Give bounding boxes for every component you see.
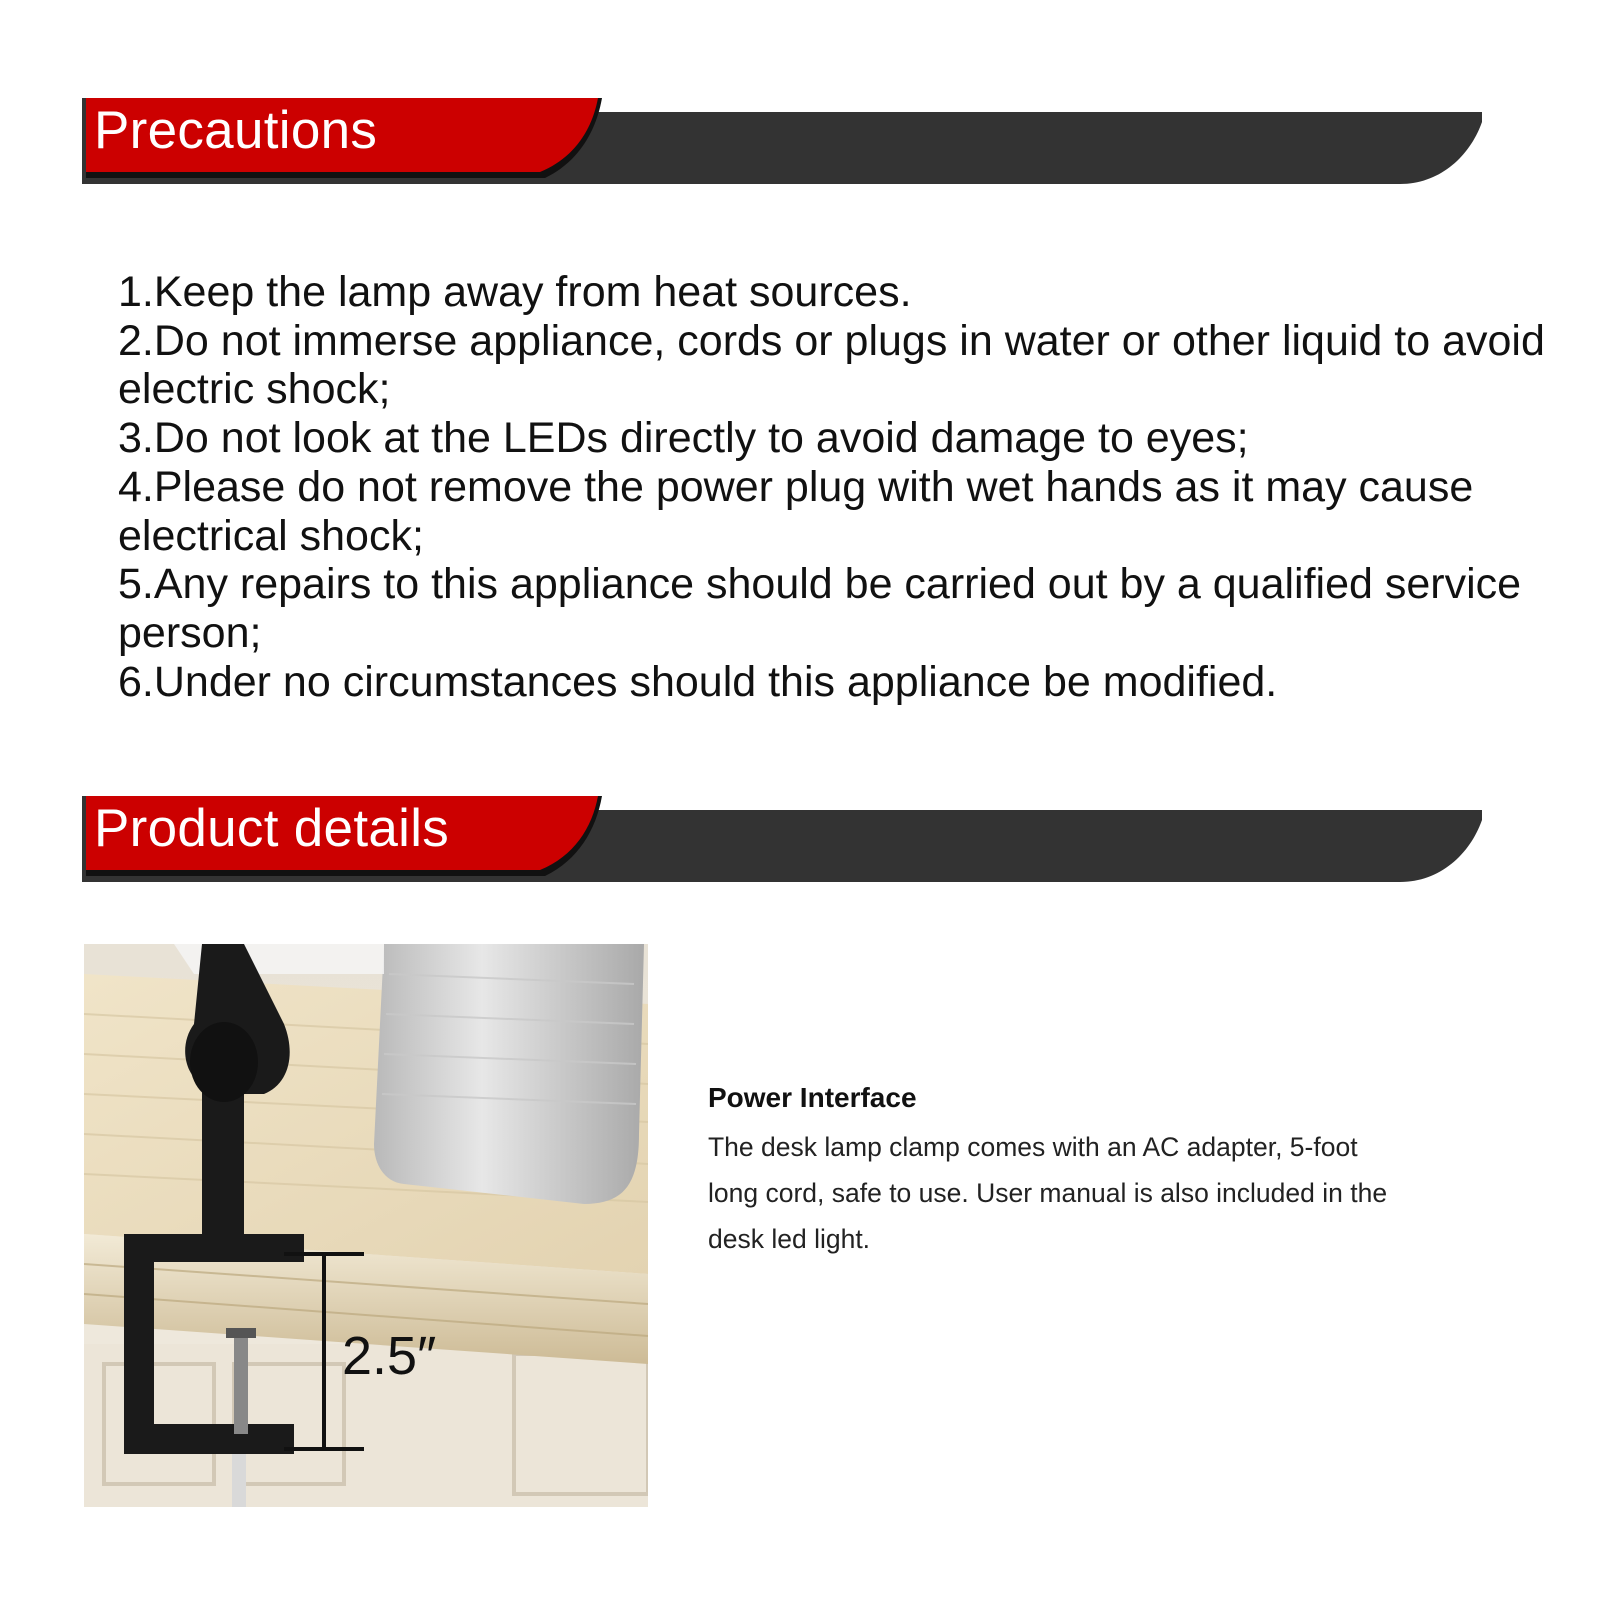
power-interface-detail (708, 1082, 1428, 1262)
dimension-label: 2.5″ (342, 1326, 437, 1386)
precautions-list (118, 268, 1558, 706)
section-title: Product details (94, 799, 450, 858)
desk-clamp-photo-icon (84, 944, 648, 1507)
list-item: 2.Do not immerse appliance, cords or plugs in water or other liquid to avoid electric shock; (118, 316, 1545, 414)
list-item: 3.Do not look at the LEDs directly to avoid damage to eyes; (118, 414, 1249, 463)
list-item: 4.Please do not remove the power plug with wet hands as it may cause electrical shock; (118, 462, 1474, 560)
list-item: 5.Any repairs to this appliance should be carried out by a qualified service person; (118, 560, 1522, 657)
product-details-banner (0, 790, 1601, 890)
detail-heading: Power Interface (708, 1082, 917, 1113)
product-photo (84, 944, 648, 1507)
precautions-banner (0, 92, 1601, 192)
detail-body: The desk lamp clamp comes with an AC adapter, 5-foot long cord, safe to use. User manual is also included in the desk led light. (708, 1132, 1388, 1254)
list-item: 6.Under no circumstances should this appliance be modified. (118, 657, 1278, 706)
section-title: Precautions (94, 101, 378, 160)
list-item: 1.Keep the lamp away from heat sources. (118, 268, 912, 316)
